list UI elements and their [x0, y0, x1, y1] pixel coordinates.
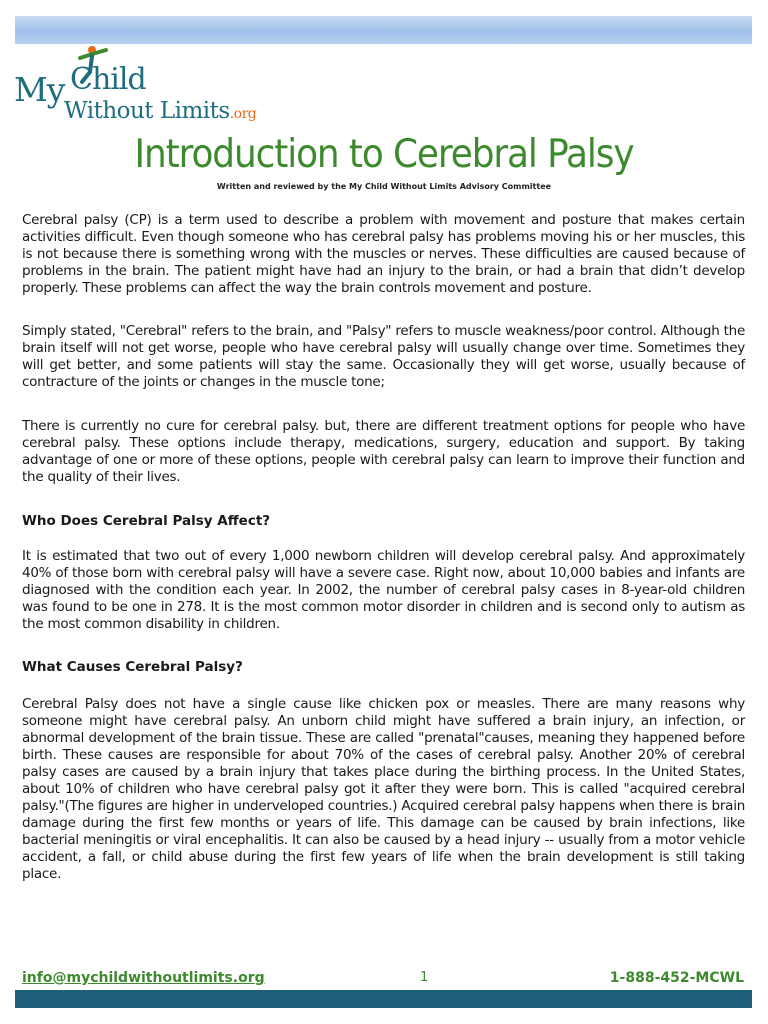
logo-suffix: .org [229, 106, 257, 122]
paragraph-intro: Cerebral palsy (CP) is a term used to describe a problem with movement and posture that makes certain activities difficult. Even though someone who has cerebral palsy has problems moving his or her muscles, this is not because there is something wrong with the muscles or nerves. These difficulties are caused because of problems in the brain. The patient might have had an injury to the brain, or had a brain that didn’t develop properly. These problems can affect the way the brain controls movement and posture. [22, 212, 745, 296]
paragraph-treatment: There is currently no cure for cerebral palsy. but, there are different treatment options for people who have cerebral palsy. These options include therapy, medications, surgery, education and support. By taking advantage of one or more of these options, people with cerebral palsy can learn to improve their function and the quality of their lives. [22, 418, 745, 485]
header-banner [15, 16, 752, 44]
section-heading-affect: Who Does Cerebral Palsy Affect? [22, 513, 271, 529]
logo-text-child: Child [70, 62, 146, 97]
paragraph-causes: Cerebral Palsy does not have a single cause like chicken pox or measles. There are many reasons why someone might have cerebral palsy. An unborn child might have suffered a brain injury, an infection, or abnormal development of the brain tissue. These are called "prenatal"causes, meaning they happened before birth. These causes are responsible for about 70% of the cases of cerebral palsy. Another 20% of cerebral palsy cases are caused by a brain injury that takes place during the birthing process. In the United States, about 10% of children who have cerebral palsy got it after they were born. This is called "acquired cerebral palsy."(The figures are higher in underveloped countries.) Acquired cerebral palsy happens when there is brain damage during the first few months or years of life. This damage can be caused by brain infections, like bacterial meningitis or viral encephalitis. It can also be caused by a head injury -- usually from a motor vehicle accident, a fall, or child abuse during the first few years of life when the brain development is still taking place. [22, 696, 745, 882]
section-heading-causes: What Causes Cerebral Palsy? [22, 659, 243, 675]
logo-text-without-limits [64, 98, 256, 124]
logo-text-line2: Without Limits [64, 98, 230, 124]
page-subtitle: Written and reviewed by the My Child Without Limits Advisory Committee [216, 182, 552, 191]
footer-banner [15, 990, 752, 1008]
logo-text-my: My [14, 70, 65, 109]
organization-logo[interactable] [14, 44, 274, 134]
page-number: 1 [420, 970, 429, 985]
paragraph-definition: Simply stated, "Cerebral" refers to the brain, and "Palsy" refers to muscle weakness/poor control. Although the brain itself will not get worse, people who have cerebral palsy will usually change over time. Sometimes they will get better, and some patients will stay the same. Occasionally they will get worse, usually because of contracture of the joints or changes in the muscle tone; [22, 323, 745, 390]
page-title: Introduction to Cerebral Palsy [134, 132, 634, 177]
footer-email-link[interactable]: info@mychildwithoutlimits.org [22, 970, 265, 986]
footer-phone: 1-888-452-MCWL [609, 970, 744, 986]
paragraph-statistics: It is estimated that two out of every 1,000 newborn children will develop cerebral palsy. And approximately 40% of those born with cerebral palsy will have a severe case. Right now, about 10,000 babies and infants are diagnosed with the condition each year. In 2002, the number of cerebral palsy cases in 8-year-old children was found to be one in 278. It is the most common motor disorder in children and is second only to autism as the most common disability in children. [22, 548, 745, 632]
